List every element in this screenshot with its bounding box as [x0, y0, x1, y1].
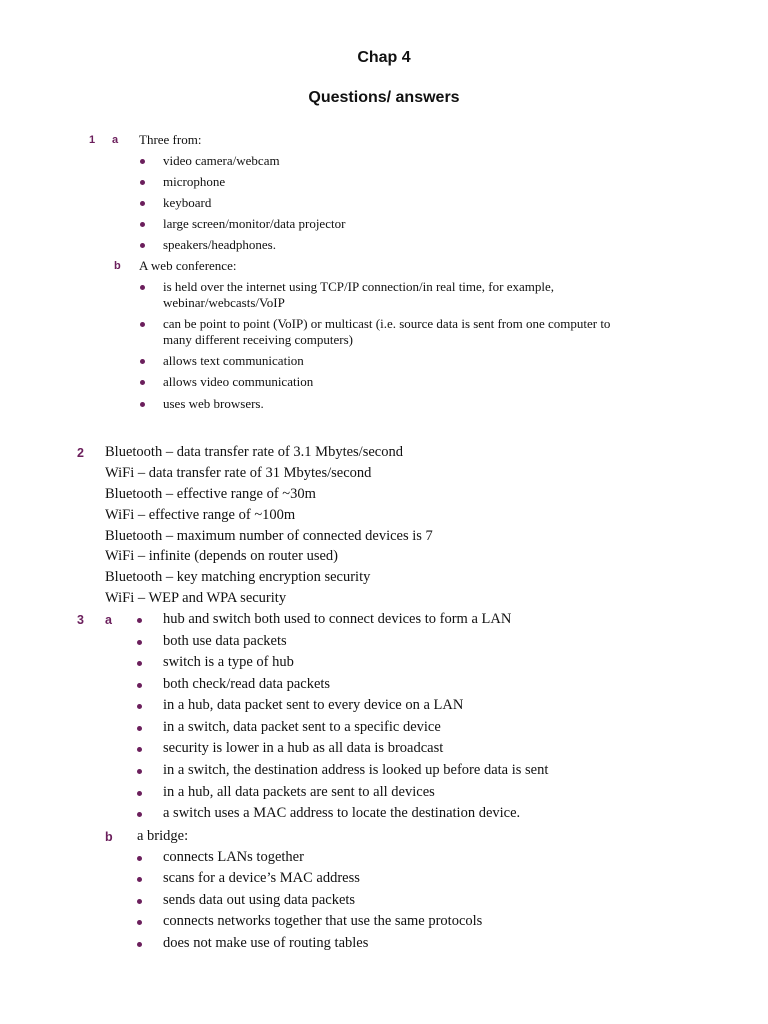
- list-item: in a hub, all data packets are sent to all devices: [163, 784, 435, 800]
- comparison-line: WiFi – data transfer rate of 31 Mbytes/second: [105, 465, 372, 481]
- bullet-icon: [137, 899, 142, 904]
- bullet-icon: [140, 359, 145, 364]
- bullet-icon: [137, 920, 142, 925]
- bullet-icon: [137, 856, 142, 861]
- q3-part-a-letter: a: [105, 613, 112, 627]
- page-title: Chap 4: [357, 49, 411, 66]
- q1-part-a-letter: a: [112, 134, 119, 146]
- list-item: can be point to point (VoIP) or multicast (i.e. source data is sent from one computer to: [163, 316, 611, 331]
- list-item: keyboard: [163, 195, 212, 210]
- bullet-icon: [137, 942, 142, 947]
- page-subtitle: Questions/ answers: [308, 89, 460, 106]
- list-item: microphone: [163, 174, 226, 189]
- list-item: in a switch, data packet sent to a specific device: [163, 719, 441, 735]
- q3-part-b-letter: b: [105, 830, 113, 844]
- bullet-icon: [140, 380, 145, 385]
- bullet-icon: [137, 683, 142, 688]
- bullet-icon: [137, 812, 142, 817]
- list-item: allows text communication: [163, 353, 304, 368]
- list-item: speakers/headphones.: [163, 237, 276, 252]
- bullet-icon: [137, 704, 142, 709]
- q1-part-b-intro: A web conference:: [139, 258, 237, 273]
- question-number-3: 3: [77, 613, 84, 627]
- list-item: video camera/webcam: [163, 153, 280, 168]
- list-item: connects networks together that use the same protocols: [163, 913, 483, 929]
- list-item: switch is a type of hub: [163, 654, 294, 670]
- list-item-continued: many different receiving computers): [163, 332, 353, 347]
- bullet-icon: [140, 322, 145, 327]
- list-item: large screen/monitor/data projector: [163, 216, 346, 231]
- list-item: uses web browsers.: [163, 396, 264, 411]
- comparison-line: WiFi – WEP and WPA security: [105, 590, 287, 606]
- list-item: security is lower in a hub as all data is broadcast: [163, 740, 444, 756]
- comparison-line: Bluetooth – key matching encryption security: [105, 569, 371, 585]
- list-item: scans for a device’s MAC address: [163, 870, 360, 886]
- comparison-line: WiFi – effective range of ~100m: [105, 507, 296, 523]
- list-item: both check/read data packets: [163, 676, 331, 692]
- list-item: sends data out using data packets: [163, 892, 356, 908]
- list-item: in a hub, data packet sent to every device on a LAN: [163, 697, 464, 713]
- list-item: does not make use of routing tables: [163, 935, 369, 951]
- list-item: in a switch, the destination address is looked up before data is sent: [163, 762, 549, 778]
- list-item: is held over the internet using TCP/IP connection/in real time, for example,: [163, 279, 554, 294]
- q1-part-a-intro: Three from:: [139, 132, 202, 147]
- question-number-2: 2: [77, 446, 84, 460]
- comparison-line: WiFi – infinite (depends on router used): [105, 548, 338, 564]
- bullet-icon: [137, 618, 142, 623]
- bullet-icon: [137, 747, 142, 752]
- list-item-continued: webinar/webcasts/VoIP: [163, 295, 285, 310]
- bullet-icon: [140, 222, 145, 227]
- bullet-icon: [137, 661, 142, 666]
- list-item: allows video communication: [163, 374, 314, 389]
- bullet-icon: [137, 726, 142, 731]
- question-number-1: 1: [89, 134, 96, 146]
- bullet-icon: [140, 180, 145, 185]
- comparison-line: Bluetooth – maximum number of connected devices is 7: [105, 528, 433, 544]
- bullet-icon: [137, 640, 142, 645]
- comparison-line: Bluetooth – data transfer rate of 3.1 Mbytes/second: [105, 444, 403, 460]
- bullet-icon: [140, 201, 145, 206]
- list-item: a switch uses a MAC address to locate the destination device.: [163, 805, 521, 821]
- bullet-icon: [140, 285, 145, 290]
- comparison-line: Bluetooth – effective range of ~30m: [105, 486, 316, 502]
- bullet-icon: [137, 791, 142, 796]
- list-item: both use data packets: [163, 633, 287, 649]
- q3-part-b-intro: a bridge:: [137, 828, 189, 844]
- q1-part-b-letter: b: [114, 260, 121, 272]
- bullet-icon: [137, 769, 142, 774]
- bullet-icon: [140, 402, 145, 407]
- bullet-icon: [140, 243, 145, 248]
- bullet-icon: [140, 159, 145, 164]
- bullet-icon: [137, 877, 142, 882]
- list-item: connects LANs together: [163, 849, 304, 865]
- list-item: hub and switch both used to connect devices to form a LAN: [163, 611, 512, 627]
